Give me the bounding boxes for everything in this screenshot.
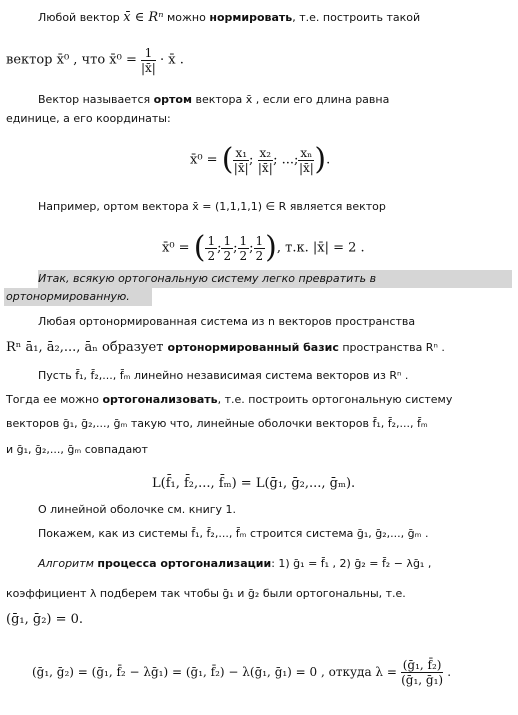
para-example: Например, ортом вектора x̄ = (1,1,1,1) ∈ R является вектор (38, 200, 386, 213)
para-ort: Вектор называется ортом вектора x̄ , если его длина равна (38, 93, 390, 106)
formula-example: x̄⁰ = ( $\frac{1}{2}$ ; $\frac{1}{2}$ ; $\frac{1}{2}$ ; $\frac{1}{2}$ ), т.к. |x̄| = 2 . (162, 230, 365, 265)
para-basis-cont: Rⁿ ā₁, ā₂,..., āₙ образует ортонормированный базис пространства Rⁿ . (6, 340, 445, 355)
para-orthog-4: и ḡ₁, ḡ₂,..., ḡₘ совпадают (6, 443, 148, 456)
para-normalize-cont: вектор x̄⁰ , что x̄⁰ = $\frac{1}{|x̄|}$ · x̄ . (6, 46, 184, 75)
para-orthog-1: Пусть f̄₁, f̄₂,..., f̄ₘ линейно независимая система векторов из Rⁿ . (38, 369, 409, 382)
formula-orthogonal: (ḡ₁, ḡ₂) = 0. (6, 612, 84, 627)
para-normalize: Любой вектор x̄ ∈ Rⁿ можно нормировать, т.е. построить такой (38, 10, 421, 25)
para-algorithm: Алгоритм процесса ортогонализации: 1) ḡ₁ = f̄₁ , 2) ḡ₂ = f̄₂ − λḡ₁ , (38, 557, 432, 570)
para-span-ref: О линейной оболочке см. книгу 1. (38, 503, 237, 516)
para-summary-cont: ортонормированную. (6, 290, 130, 303)
para-orthog-3: векторов ḡ₁, ḡ₂,..., ḡₘ такую что, линейные оболочки векторов f̄₁, f̄₂,..., f̄ₘ (6, 417, 428, 430)
para-summary: Итак, всякую ортогональную систему легко превратить в (38, 272, 377, 285)
para-ort-cont: единице, а его координаты: (6, 112, 171, 125)
formula-ort-coords: x̄⁰ = ( $\frac{\text{x₁}}{|x̄|}$ ; $\frac{\text{x₂}}{|x̄|}$ ; ...; $\frac{\text{xₙ}}{|x̄|}$ ). (190, 142, 331, 177)
para-orthog-2: Тогда ее можно ортогонализовать, т.е. построить ортогональную систему (6, 393, 453, 406)
para-basis: Любая ортонормированная система из n векторов пространства (38, 315, 416, 328)
formula-span-equal: L(f̄₁, f̄₂,..., f̄ₘ) = L(ḡ₁, ḡ₂,..., ḡₘ). (152, 476, 356, 491)
formula-lambda: (ḡ₁, ḡ₂) = (ḡ₁, f̄₂ − λḡ₁) = (ḡ₁, f̄₂) − λ(ḡ₁, ḡ₁) = 0 , откуда λ = $\frac{\text{(ḡ₁, f̄₂)}}{\text{(ḡ₁, ḡ₁)}}$ . (32, 658, 452, 687)
para-coefficient: коэффициент λ подберем так чтобы ḡ₁ и ḡ₂ были ортогональны, т.е. (6, 587, 406, 600)
para-show: Покажем, как из системы f̄₁, f̄₂,..., f̄ₘ строится система ḡ₁, ḡ₂,..., ḡₘ . (38, 527, 429, 540)
